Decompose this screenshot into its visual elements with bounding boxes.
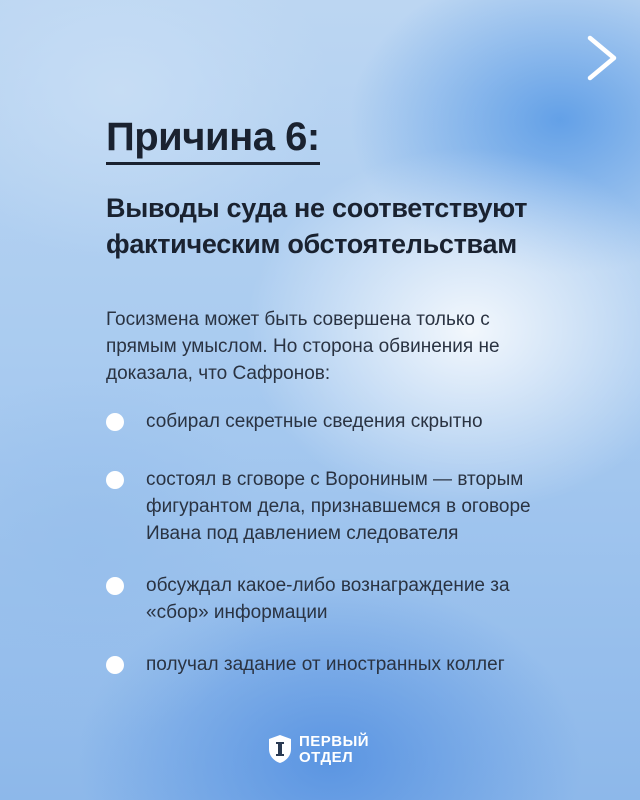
bullet-dot-icon <box>106 656 124 674</box>
brand-name <box>299 734 419 766</box>
list-item <box>106 466 566 547</box>
shield-logo-icon <box>268 734 292 764</box>
list-item-text: получал задание от иностранных коллег <box>146 654 505 675</box>
bullet-dot-icon <box>106 413 124 431</box>
list-item <box>106 408 483 435</box>
bullet-dot-icon <box>106 471 124 489</box>
list-item <box>106 572 566 626</box>
chevron-right-icon[interactable] <box>584 34 620 82</box>
page-title: Причина 6: <box>106 114 320 165</box>
list-item-text: собирал секретные сведения скрытно <box>146 411 483 432</box>
bullet-dot-icon <box>106 577 124 595</box>
brand-line-1: ПЕРВЫЙ <box>299 733 370 750</box>
brand-line-2: ОТДЕЛ <box>299 749 354 766</box>
list-item <box>106 651 505 678</box>
page-subtitle: Выводы суда не соответствуют фактическим обстоятельствам <box>106 193 528 259</box>
intro-text: Госизмена может быть совершена только с прямым умыслом. Но сторона обвинения не доказала, что Сафронов: <box>106 309 500 384</box>
list-item-text: состоял в сговоре с Ворониным — вторым фигурантом дела, признавшемся в оговоре Ивана под давлением следователя <box>146 469 531 544</box>
list-item-text: обсуждал какое-либо вознаграждение за «сбор» информации <box>146 575 510 623</box>
